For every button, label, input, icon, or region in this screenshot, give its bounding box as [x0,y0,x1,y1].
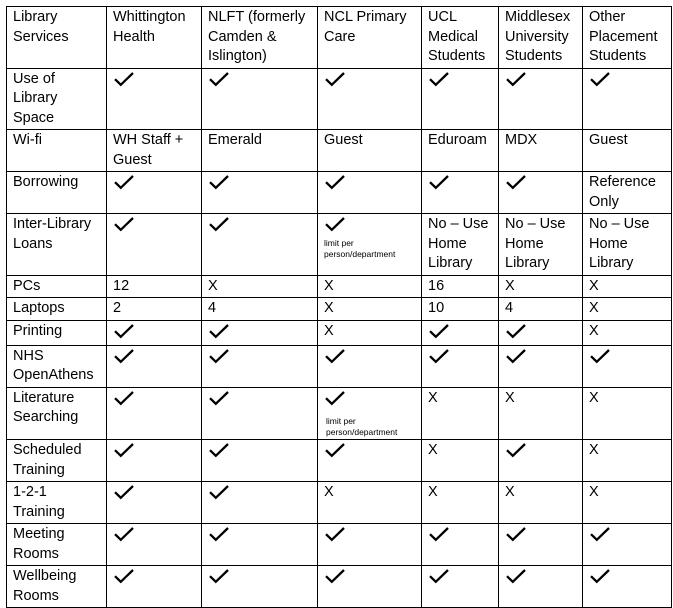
row-label: PCs [7,275,107,298]
cell-text: X [505,277,515,294]
row-label: Meeting Rooms [7,524,107,566]
table-cell [318,298,422,321]
table-cell [202,172,318,214]
table-cell [318,566,422,608]
row-label: Literature Searching [7,387,107,440]
table-row [7,440,672,482]
checkmark-icon [113,484,135,500]
checkmark-icon [208,568,230,584]
cell-text: X [324,484,334,500]
checkmark-icon [428,174,450,190]
table-cell [107,214,202,276]
checkmark-icon [428,568,450,584]
cell-text: Emerald [208,132,262,148]
table-cell [202,275,318,298]
cell-text: Eduroam [428,132,487,148]
table-cell [499,214,583,276]
table-cell [107,172,202,214]
table-cell [422,172,499,214]
row-label: Scheduled Training [7,440,107,482]
row-label: Use of Library Space [7,68,107,130]
checkmark-icon [208,526,230,542]
cell-text: X [428,442,438,458]
table-cell [499,566,583,608]
table-cell [202,345,318,387]
cell-text: X [589,442,599,458]
table-cell [499,298,583,321]
checkmark-icon [113,390,135,406]
checkmark-icon [324,568,346,584]
table-cell [583,172,672,214]
header-cell: Middlesex University Students [499,7,583,69]
table-cell [202,298,318,321]
checkmark-icon [208,390,230,406]
cell-text: 16 [428,277,445,294]
table-cell [583,387,672,440]
table-cell [422,387,499,440]
checkmark-icon [208,442,230,458]
table-cell [202,524,318,566]
table-cell [499,482,583,524]
table-cell [107,566,202,608]
library-services-table [6,6,672,608]
checkmark-icon [208,71,230,87]
table-cell [202,320,318,345]
checkmark-icon [505,442,527,458]
cell-text: X [324,322,334,339]
table-cell [107,482,202,524]
checkmark-icon [589,568,611,584]
cell-text: 10 [428,300,445,316]
checkmark-icon [208,484,230,500]
header-cell: UCL Medical Students [422,7,499,69]
table-cell [318,482,422,524]
checkmark-icon [589,348,611,364]
table-row [7,130,672,172]
header-cell: Whittington Health [107,7,202,69]
row-label: 1-2-1 Training [7,482,107,524]
table-row [7,524,672,566]
table-cell [107,275,202,298]
table-cell [499,524,583,566]
cell-text: X [324,300,334,316]
table-row [7,68,672,130]
checkmark-icon [324,348,346,364]
table-cell [202,566,318,608]
cell-text: Guest [324,132,363,148]
table-cell [318,130,422,172]
table-row [7,345,672,387]
cell-text: X [428,389,438,406]
table-cell [583,566,672,608]
table-cell [583,298,672,321]
table-cell [107,440,202,482]
table-cell [583,345,672,387]
checkmark-icon [505,348,527,364]
checkmark-icon [589,526,611,542]
table-cell [318,387,422,440]
table-cell [499,345,583,387]
table-row [7,275,672,298]
cell-text: X [589,389,599,406]
table-cell [499,68,583,130]
table-cell [422,440,499,482]
checkmark-icon [324,174,346,190]
checkmark-icon [428,323,450,339]
cell-text: X [589,322,599,339]
checkmark-icon [113,348,135,364]
table-cell [107,524,202,566]
cell-text: X [589,300,599,316]
checkmark-icon [505,71,527,87]
table-row [7,172,672,214]
table-cell [202,214,318,276]
cell-text: No – Use Home Library [505,216,566,271]
table-row [7,387,672,440]
table-cell [583,68,672,130]
table-cell [499,172,583,214]
cell-text: No – Use Home Library [589,216,650,271]
table-cell [318,214,422,276]
checkmark-icon [428,71,450,87]
cell-text: X [208,277,218,294]
table-cell [107,298,202,321]
cell-note: limit per person/department [326,416,398,437]
checkmark-icon [428,526,450,542]
header-cell: NCL Primary Care [318,7,422,69]
table-cell [499,440,583,482]
checkmark-icon [428,348,450,364]
table-row [7,214,672,276]
table-cell [202,482,318,524]
cell-text: 4 [505,300,514,316]
cell-text: 2 [113,300,122,316]
row-label: Borrowing [7,172,107,214]
cell-text: 4 [208,300,217,316]
header-cell: NLFT (formerly Camden & Islington) [202,7,318,69]
table-cell [422,214,499,276]
table-cell [499,130,583,172]
checkmark-icon [324,71,346,87]
table-cell [202,440,318,482]
checkmark-icon [208,174,230,190]
cell-text: X [505,389,515,406]
row-label: Laptops [7,298,107,321]
cell-text: Reference Only [589,174,656,210]
cell-text: X [428,484,438,500]
table-cell [318,172,422,214]
cell-text: X [589,277,599,294]
cell-text: No – Use Home Library [428,216,489,271]
table-cell [422,275,499,298]
table-cell [422,68,499,130]
checkmark-icon [208,348,230,364]
table-cell [202,68,318,130]
checkmark-icon [589,71,611,87]
table-cell [422,566,499,608]
cell-text: MDX [505,132,538,148]
table-cell [318,524,422,566]
table-cell [422,298,499,321]
table-row [7,482,672,524]
table-cell [422,482,499,524]
cell-text: 12 [113,277,130,294]
table-cell [318,440,422,482]
checkmark-icon [208,216,230,232]
checkmark-icon [113,174,135,190]
header-cell: Other Placement Students [583,7,672,69]
table-cell [422,130,499,172]
table-cell [583,440,672,482]
checkmark-icon [324,442,346,458]
checkmark-icon [324,390,346,406]
checkmark-icon [505,174,527,190]
checkmark-icon [113,568,135,584]
table-cell [422,320,499,345]
table-cell [583,524,672,566]
table-cell [583,130,672,172]
checkmark-icon [113,71,135,87]
table-cell [583,275,672,298]
cell-text: X [505,484,515,500]
row-label: Inter-Library Loans [7,214,107,276]
checkmark-icon [113,323,135,339]
table-cell [318,68,422,130]
table-cell [583,214,672,276]
table-cell [318,345,422,387]
table-cell [422,345,499,387]
checkmark-icon [324,216,346,232]
table-cell [202,130,318,172]
checkmark-icon [505,323,527,339]
checkmark-icon [324,526,346,542]
header-cell: Library Services [7,7,107,69]
table-cell [318,320,422,345]
table-cell [422,524,499,566]
cell-text: X [324,277,334,294]
cell-note: limit per person/department [324,237,396,259]
row-label: Wellbeing Rooms [7,566,107,608]
table-cell [202,387,318,440]
table-row [7,566,672,608]
row-label: Printing [7,320,107,345]
table-cell [583,482,672,524]
checkmark-icon [505,568,527,584]
cell-text: X [589,484,599,500]
table-cell [107,387,202,440]
table-cell [499,275,583,298]
checkmark-icon [113,216,135,232]
checkmark-icon [113,442,135,458]
row-label: NHS OpenAthens [7,345,107,387]
table-cell [318,275,422,298]
checkmark-icon [208,323,230,339]
table-cell [107,68,202,130]
checkmark-icon [505,526,527,542]
cell-text: WH Staff + Guest [113,132,184,168]
checkmark-icon [113,526,135,542]
table-cell [107,345,202,387]
table-cell [499,387,583,440]
table-cell [499,320,583,345]
table-row [7,320,672,345]
table-cell [107,130,202,172]
header-row [7,7,672,69]
table-cell [107,320,202,345]
row-label: Wi-fi [7,130,107,172]
table-cell [583,320,672,345]
cell-text: Guest [589,132,628,148]
table-row [7,298,672,321]
